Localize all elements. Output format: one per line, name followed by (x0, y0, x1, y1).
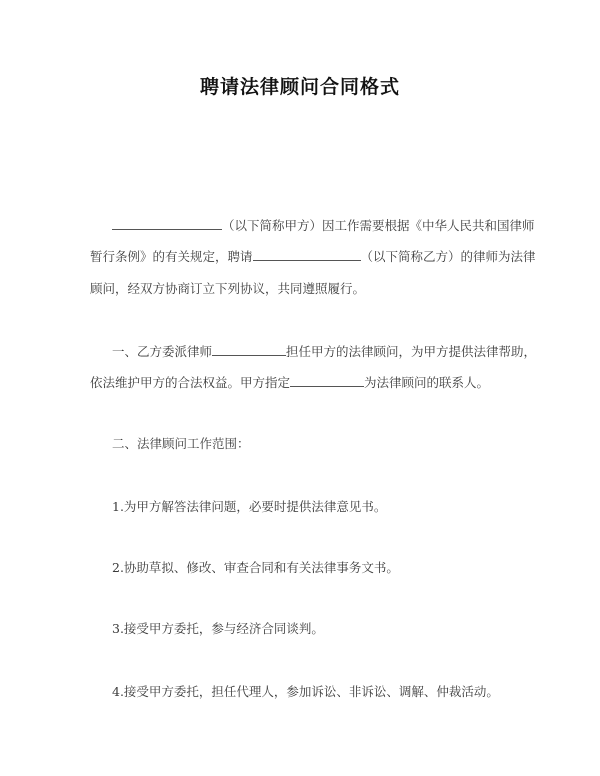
party-b-blank[interactable] (253, 248, 361, 261)
preamble-line-3: 顾问，经双方协商订立下列协议，共同遵照履行。 (90, 281, 366, 296)
document-title: 聘请法律顾问合同格式 (199, 76, 400, 98)
contact-person-blank[interactable] (290, 374, 364, 387)
clause1-line-2: 依法维护甲方的合法权益。甲方指定 为法律顾问的联系人。 (90, 375, 490, 390)
lawyer-name-blank[interactable] (212, 343, 286, 356)
party-a-blank[interactable] (112, 217, 222, 230)
scope-item: 3.接受甲方委托，参与经济合同谈判。 (112, 621, 324, 636)
scope-item: 2.协助草拟、修改、审查合同和有关法律事务文书。 (112, 560, 399, 575)
scope-item: 1.为甲方解答法律问题，必要时提供法律意见书。 (112, 499, 387, 514)
scope-item: 4.接受甲方委托，担任代理人，参加诉讼、非诉讼、调解、仲裁活动。 (112, 684, 499, 699)
clause2-heading: 二、法律顾问工作范围： (112, 436, 250, 451)
preamble-line-1: （以下简称甲方）因工作需要根据《中华人民共和国律师 (112, 216, 535, 234)
preamble-line-2: 暂行条例》的有关规定，聘请 （以下简称乙方）的律师为法律 (90, 249, 536, 264)
clause1-line-1: 一、乙方委派律师 担任甲方的法律顾问，为甲方提供法律帮助， (112, 344, 537, 359)
